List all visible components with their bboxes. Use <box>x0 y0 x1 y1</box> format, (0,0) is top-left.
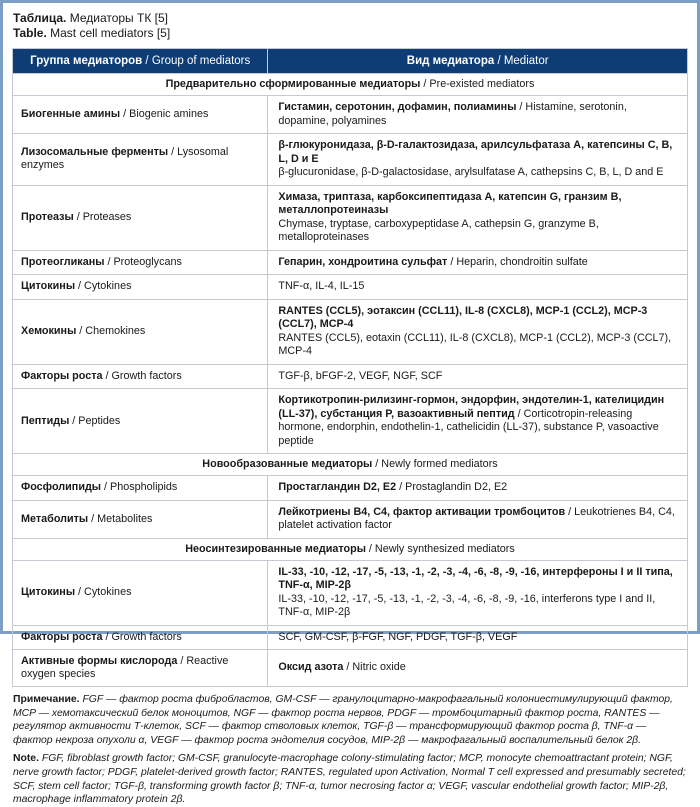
table-title-en <box>13 26 688 41</box>
mediators-table <box>12 48 688 687</box>
note-en-text: FGF, fibroblast growth factor; GM-CSF, granulocyte-macrophage colony-stimulating factor; MCP, monocyte chemoattractant protein; NGF, nerve growth factor; PDGF, platelet-derived growth factor; RANTES, regulated upon Activation, Normal T cell expressed and presumably secreted; SCF, stem cell factor; TGF-β, transforming growth factor β; TNF-α, tumor necrosing factor α; VEGF, vascular endothelial growth factor; MIP-2β, macrophage inflammatory protein 2β. <box>13 753 686 806</box>
mediator-line <box>278 139 677 166</box>
mediator-cell <box>268 476 688 501</box>
section-header-row <box>13 74 688 96</box>
mediator-cell <box>268 500 688 538</box>
mediator-cell <box>268 650 688 687</box>
text-segment: β-глюкуронидаза, β-D-галактозидаза, арилсульфатаза A, катепсины C, B, L, D и E <box>278 139 673 165</box>
text-segment: IL-33, -10, -12, -17, -5, -13, -1, -2, -3, -4, -6, -8, -9, -16, interferons type I and II, TNF-α, MIP-2β <box>278 592 656 618</box>
text-segment: / Leukotrienes B4, C4, platelet activation factor <box>278 505 675 531</box>
note-en-label: Note. <box>13 753 39 765</box>
mediator-line <box>278 332 677 359</box>
group-label-en: / Peptides <box>69 414 121 427</box>
section-title-ru: Предварительно сформированные медиаторы <box>165 78 421 90</box>
table-row <box>13 275 688 300</box>
text-segment: RANTES (CCL5), эотаксин (CCL11), IL-8 (CXCL8), MCP-1 (CCL2), MCP-3 (CCL7), MCP-4 <box>278 304 648 330</box>
group-cell <box>13 134 268 186</box>
text-segment: / Corticotropin-releasing hormone, endorphin, endothelin-1, cathelicidin (LL-37), substance P, vasoactive peptide <box>278 407 659 447</box>
table-title-ru-text: Медиаторы ТК [5] <box>66 11 169 25</box>
mediator-line <box>278 218 677 245</box>
note-ru-label: Примечание. <box>13 694 80 705</box>
table-row <box>13 625 688 650</box>
group-cell <box>13 275 268 300</box>
group-label-en: / Cytokines <box>75 586 132 598</box>
group-label-en: / Proteases <box>73 211 132 223</box>
mediator-line <box>278 191 677 218</box>
table-row <box>13 476 688 501</box>
text-segment: Химаза, триптаза, карбоксипептидаза A, катепсин G, гранзим B, металлопротеиназы <box>278 190 622 216</box>
text-segment: TNF-α, IL-4, IL-15 <box>278 280 365 292</box>
group-label-ru: Пептиды <box>21 414 70 427</box>
section-title-en: / Pre-existed mediators <box>420 78 535 90</box>
group-label-ru: Фосфолипиды <box>21 481 102 494</box>
section-title <box>13 74 688 96</box>
header-mediator-en: / Mediator <box>494 55 549 67</box>
group-label-ru: Лизосомальные ферменты <box>21 146 169 159</box>
group-label-ru: Факторы роста <box>21 630 103 643</box>
group-cell <box>13 364 268 389</box>
text-segment: Лейкотриены B4, C4, фактор активации тромбоцитов <box>278 505 566 518</box>
mediator-line <box>278 305 677 332</box>
mediator-cell <box>268 250 688 275</box>
table-title-en-label: Table. <box>13 26 47 40</box>
mediator-line <box>278 506 677 533</box>
table-row <box>13 364 688 389</box>
table-row <box>13 250 688 275</box>
section-title-ru: Новообразованные медиаторы <box>202 458 373 470</box>
header-group-ru: Группа медиаторов <box>30 55 143 67</box>
text-segment: / Nitric oxide <box>343 661 406 674</box>
table-title-ru <box>13 11 688 26</box>
group-cell <box>13 250 268 275</box>
group-label-ru: Факторы роста <box>21 369 103 382</box>
table-header-row <box>13 49 688 74</box>
mediator-line <box>278 256 677 270</box>
text-segment: / Histamine, serotonin, dopamine, polyamines <box>278 101 627 127</box>
group-label-ru: Протеогликаны <box>21 255 105 268</box>
mediator-line <box>278 101 677 128</box>
table-row <box>13 185 688 250</box>
table-row <box>13 299 688 364</box>
group-label-ru: Хемокины <box>21 325 77 337</box>
text-segment: IL-33, -10, -12, -17, -5, -13, -1, -2, -3, -4, -6, -8, -9, -16, интерфероны I и II типа, TNF-α, MIP-2β <box>278 565 673 591</box>
text-segment: Гистамин, серотонин, дофамин, полиамины <box>278 101 517 113</box>
group-label-en: / Biogenic amines <box>120 108 209 120</box>
group-label-en: / Chemokines <box>76 325 146 337</box>
group-label-ru: Цитокины <box>21 280 76 293</box>
table-row <box>13 500 688 538</box>
text-segment: / Heparin, chondroitin sulfate <box>447 255 588 268</box>
mediator-line <box>278 166 677 180</box>
mediator-cell <box>268 389 688 454</box>
table-row <box>13 96 688 134</box>
group-cell <box>13 389 268 454</box>
header-mediator-ru: Вид медиатора <box>406 55 495 67</box>
group-cell <box>13 650 268 687</box>
table-body <box>13 74 688 687</box>
mediator-cell <box>268 625 688 650</box>
mediator-cell <box>268 299 688 364</box>
mediator-line <box>278 593 677 620</box>
group-label-en: / Lysosomal enzymes <box>21 146 229 172</box>
header-group-en: / Group of mediators <box>142 55 251 67</box>
header-cell-group <box>13 49 268 74</box>
header-cell-mediator <box>268 49 688 74</box>
group-label-en: / Growth factors <box>102 369 182 382</box>
group-label-ru: Метаболиты <box>21 512 89 525</box>
group-cell <box>13 625 268 650</box>
mediator-line <box>278 566 677 593</box>
mediator-line <box>278 280 677 294</box>
table-caption <box>13 11 688 41</box>
group-label-en: / Cytokines <box>75 280 132 293</box>
mediator-cell <box>268 96 688 134</box>
notes <box>13 693 687 807</box>
mediator-line <box>278 631 677 645</box>
note-en <box>13 752 687 806</box>
table-title-ru-label: Таблица. <box>13 11 67 25</box>
section-header-row <box>13 538 688 560</box>
note-ru <box>13 693 687 747</box>
text-segment: SCF, GM-CSF, β-FGF, NGF, PDGF, TGF-β, VEGF <box>278 630 518 643</box>
mediator-cell <box>268 275 688 300</box>
table-row <box>13 134 688 186</box>
group-label-ru: Цитокины <box>21 586 76 598</box>
mediator-cell <box>268 185 688 250</box>
group-label-ru: Активные формы кислорода <box>21 655 178 667</box>
section-title-ru: Неосинтезированные медиаторы <box>185 542 366 555</box>
table-title-en-text: Mast cell mediators [5] <box>46 26 171 40</box>
section-title-en: / Newly synthesized mediators <box>365 542 515 555</box>
section-title-en: / Newly formed mediators <box>372 458 498 470</box>
group-cell <box>13 476 268 501</box>
text-segment: Кортикотропин-рилизинг-гормон, эндорфин, эндотелин-1, кателицидин (LL-37), субстанция P, вазоактивный пептид <box>278 394 665 420</box>
group-label-en: / Proteoglycans <box>104 255 182 268</box>
text-segment: Простагландин D2, E2 <box>278 481 397 493</box>
mediator-line <box>278 394 677 448</box>
mediator-cell <box>268 134 688 186</box>
group-label-en: / Reactive oxygen species <box>21 655 229 680</box>
text-segment: / Prostaglandin D2, E2 <box>396 481 508 493</box>
section-title <box>13 454 688 476</box>
note-ru-text: FGF — фактор роста фибробластов, GM-CSF — гранулоцитарно-макрофагальный колониестимулирующий фактор, MCP — хемотаксический белок моноцитов, NGF — фактор роста нервов, PDGF — тромбоцитарный фактор роста, RANTES — регулятор активности Т-клеток, SCF — фактор стволовых клеток, TGF-β — трансформирующий фактор роста β, TNF-α — фактор некроза опухоли α, VEGF — фактор роста эндотелия сосудов, MIP-2β — макрофагальный воспалительный белок 2β. <box>13 694 673 746</box>
table-row <box>13 560 688 625</box>
group-label-en: / Growth factors <box>102 630 182 643</box>
text-segment: Гепарин, хондроитина сульфат <box>278 255 448 268</box>
group-cell <box>13 96 268 134</box>
text-segment: Chymase, tryptase, carboxypeptidase A, cathepsin G, granzyme B, metalloproteinases <box>278 217 599 243</box>
text-segment: β-glucuronidase, β-D-galactosidase, arylsulfatase A, cathepsins C, B, L, D and E <box>278 166 664 178</box>
group-cell <box>13 560 268 625</box>
group-cell <box>13 500 268 538</box>
group-label-en: / Metabolites <box>88 512 153 525</box>
group-cell <box>13 185 268 250</box>
group-label-ru: Протеазы <box>21 211 74 223</box>
table-row <box>13 389 688 454</box>
text-segment: TGF-β, bFGF-2, VEGF, NGF, SCF <box>278 369 443 382</box>
group-label-en: / Phospholipids <box>101 481 178 494</box>
mediator-cell <box>268 364 688 389</box>
group-cell <box>13 299 268 364</box>
section-title <box>13 538 688 560</box>
text-segment: RANTES (CCL5), eotaxin (CCL11), IL-8 (CXCL8), MCP-1 (CCL2), MCP-3 (CCL7), MCP-4 <box>278 331 672 357</box>
group-label-ru: Биогенные амины <box>21 108 121 120</box>
table-row <box>13 650 688 687</box>
mediator-line <box>278 661 677 675</box>
mediator-line <box>278 481 677 495</box>
text-segment: Оксид азота <box>278 661 344 674</box>
section-header-row <box>13 454 688 476</box>
mediator-line <box>278 370 677 384</box>
mediator-cell <box>268 560 688 625</box>
